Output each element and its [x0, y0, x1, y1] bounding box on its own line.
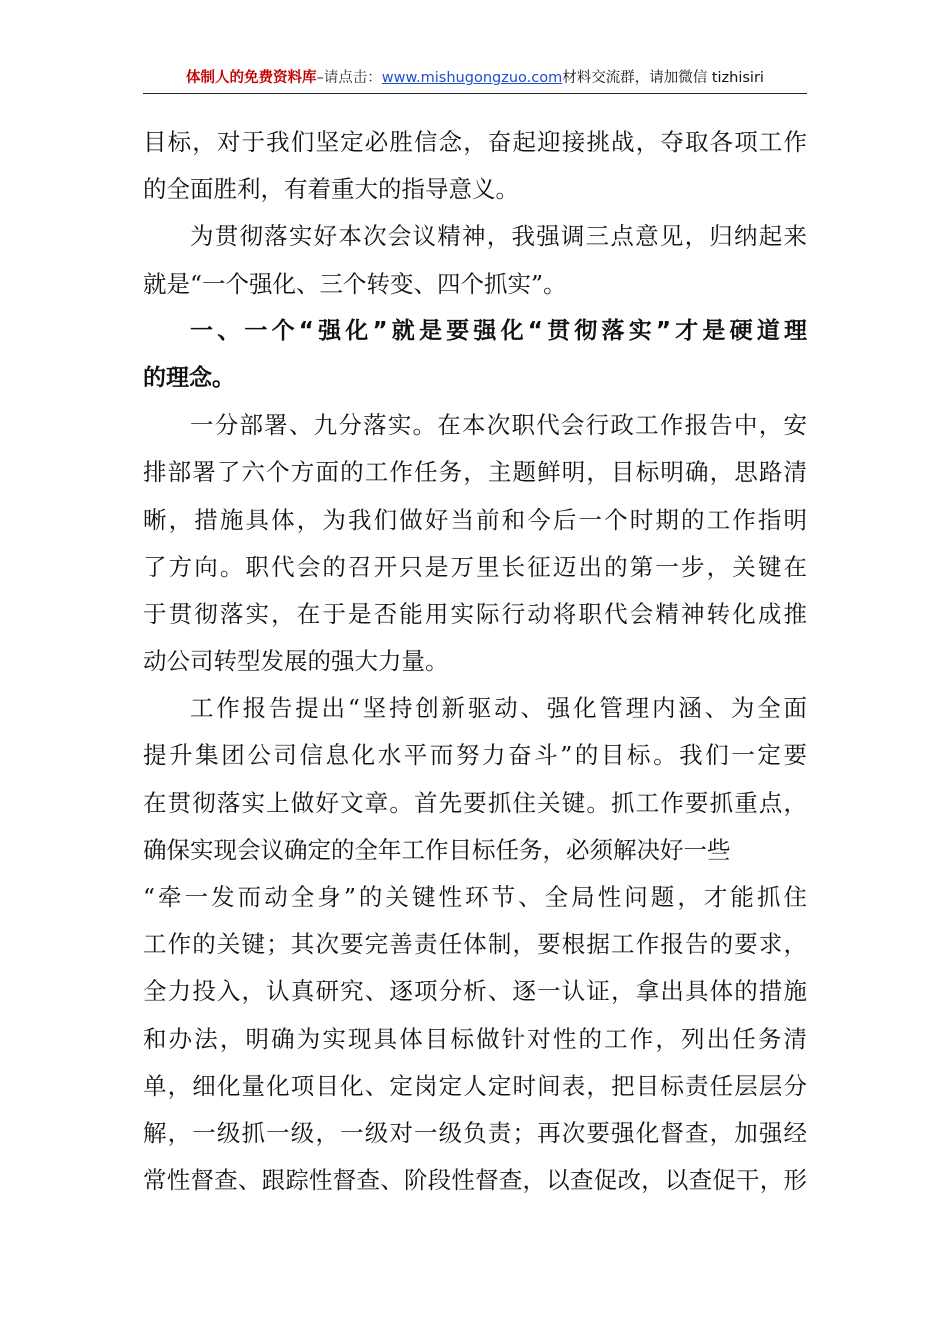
text-line: 为贯彻落实好本次会议精神，我强调三点意见，归纳起来 — [190, 222, 807, 251]
text-line: 于贯彻落实，在于是否能用实际行动将职代会精神转化成推 — [143, 599, 807, 628]
text-line: 提升集团公司信息化水平而努力奋斗”的目标。我们一定要 — [143, 741, 807, 770]
text-line: 工作报告提出“坚持创新驱动、强化管理内涵、为全面 — [190, 694, 807, 723]
header-divider — [143, 93, 807, 94]
header-brand: 体制人的免费资料库 — [186, 70, 317, 86]
text-line: 单，细化量化项目化、定岗定人定时间表，把目标责任层层分 — [143, 1071, 807, 1100]
text-line: 一分部署、九分落实。在本次职代会行政工作报告中，安 — [190, 411, 807, 440]
text-line: 目标，对于我们坚定必胜信念，奋起迎接挑战，夺取各项工作 — [143, 128, 807, 156]
text-line: 了方向。职代会的召开只是万里长征迈出的第一步，关键在 — [143, 552, 807, 581]
header-prompt: –请点击： — [316, 70, 382, 86]
text-line: 就是“一个强化、三个转变、四个抓实”。 — [143, 269, 567, 298]
text-line: “牵一发而动全身”的关键性环节、全局性问题，才能抓住 — [143, 883, 807, 911]
text-line: 全力投入，认真研究、逐项分析、逐一认证，拿出具体的措施 — [143, 977, 807, 1006]
header-contact: 材料交流群，请加微信 tizhisiri — [562, 70, 764, 86]
section-heading: 一、一个“强化”就是要强化“贯彻落实”才是硬道理 — [190, 317, 807, 344]
text-line: 动公司转型发展的强大力量。 — [143, 647, 449, 676]
section-heading: 的理念。 — [143, 364, 235, 391]
body-text — [143, 119, 807, 1204]
header-link[interactable]: www.mishugongzuo.com — [381, 70, 563, 86]
text-line: 工作的关键；其次要完善责任体制，要根据工作报告的要求， — [143, 930, 807, 959]
text-line: 确保实现会议确定的全年工作目标任务，必须解决好一些 — [143, 835, 731, 864]
text-line: 解，一级抓一级，一级对一级负责；再次要强化督查，加强经 — [143, 1118, 807, 1147]
text-line: 和办法，明确为实现具体目标做针对性的工作，列出任务清 — [143, 1024, 807, 1053]
text-line: 排部署了六个方面的工作任务，主题鲜明，目标明确，思路清 — [143, 458, 807, 487]
text-line: 在贯彻落实上做好文章。首先要抓住关键。抓工作要抓重点， — [143, 788, 807, 817]
text-line: 晰，措施具体，为我们做好当前和今后一个时期的工作指明 — [143, 505, 807, 534]
text-line: 的全面胜利，有着重大的指导意义。 — [143, 175, 519, 204]
page-header — [143, 68, 807, 94]
text-line: 常性督查、跟踪性督查、阶段性督查，以查促改，以查促干，形 — [143, 1166, 807, 1195]
